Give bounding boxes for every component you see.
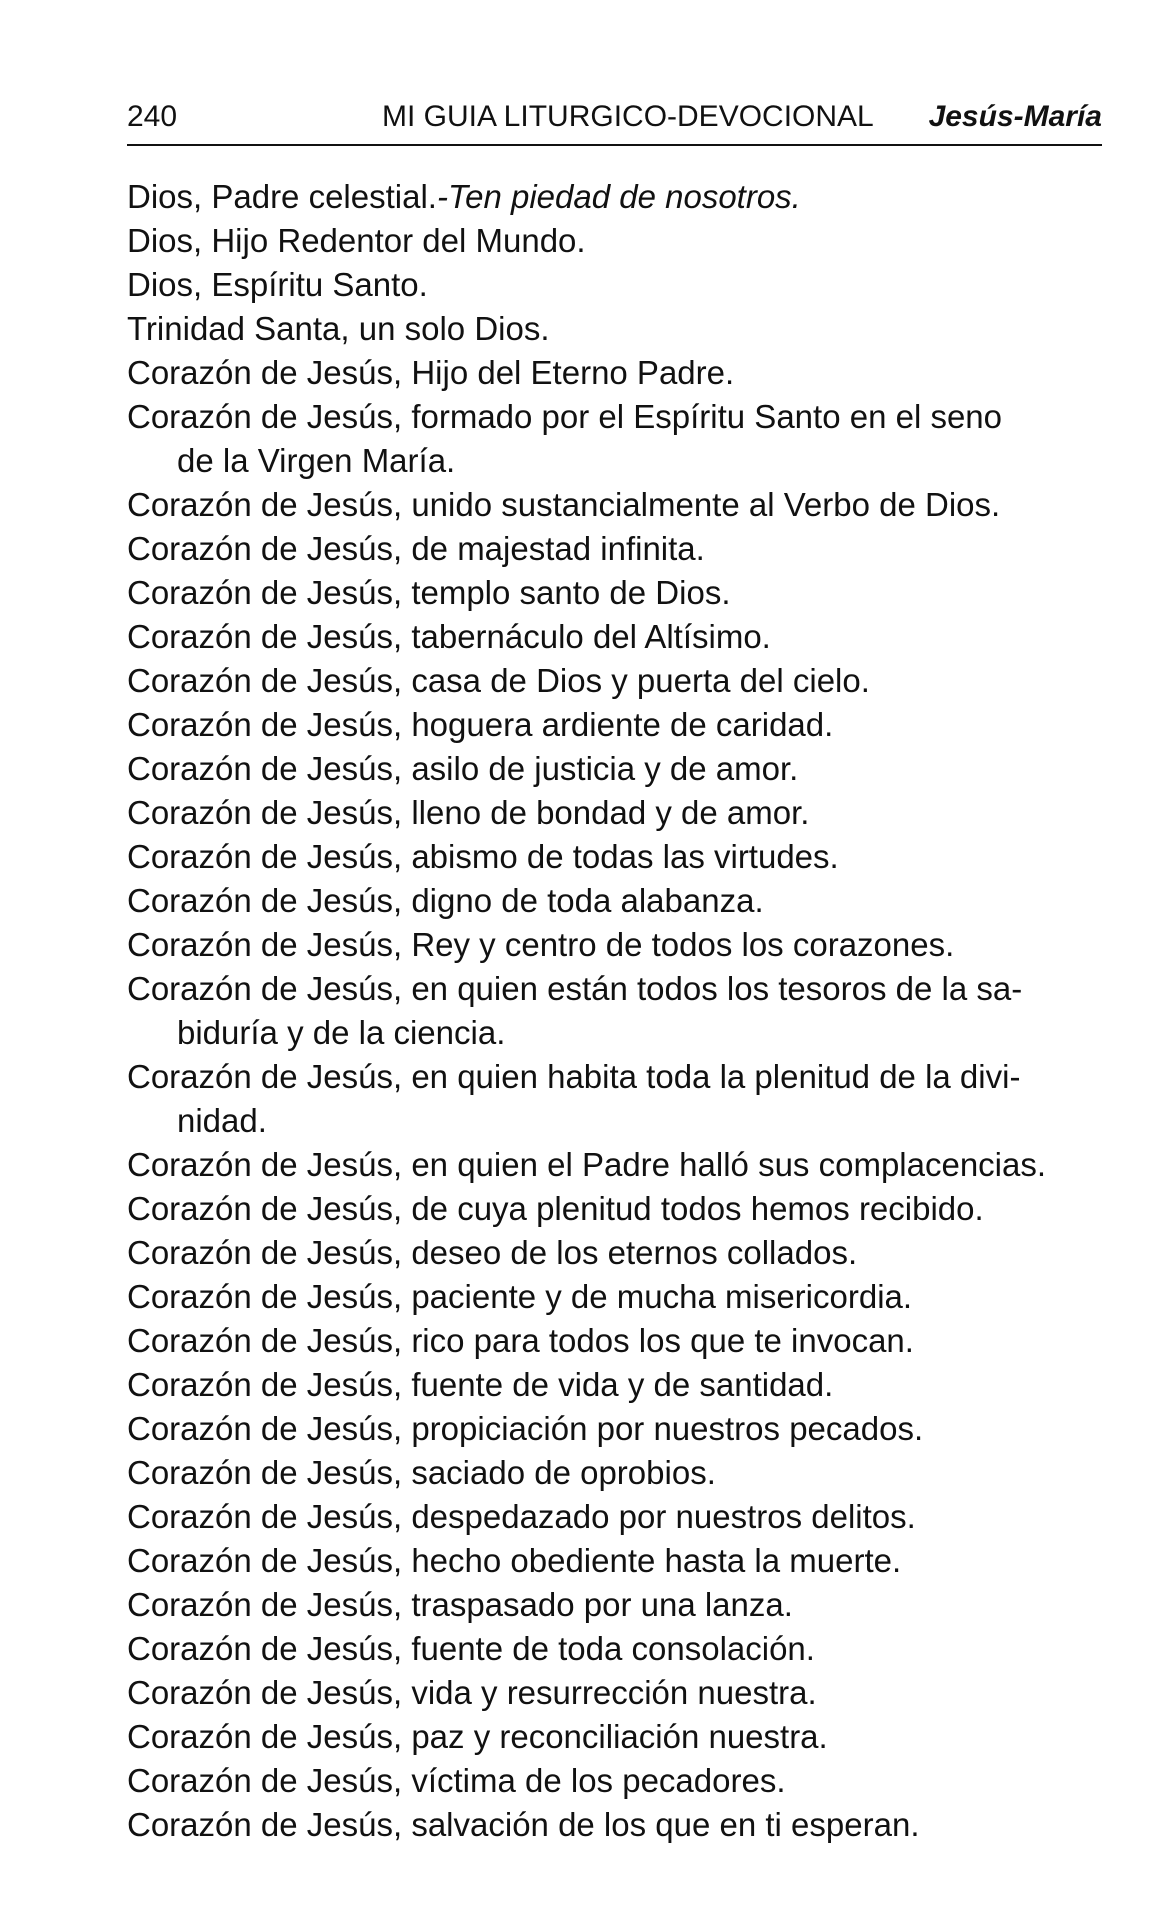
response-text: -Ten piedad de nosotros.	[436, 178, 801, 215]
litany-line: Corazón de Jesús, digno de toda alabanza.	[127, 882, 764, 919]
litany-line: Corazón de Jesús, de majestad infinita.	[127, 530, 705, 567]
litany-line: biduría y de la ciencia.	[177, 1014, 506, 1051]
litany-line: Corazón de Jesús, saciado de oprobios.	[127, 1454, 716, 1491]
litany-text	[127, 175, 1102, 1847]
litany-line: Corazón de Jesús, víctima de los pecadores.	[127, 1762, 786, 1799]
litany-line: Corazón de Jesús, fuente de vida y de santidad.	[127, 1366, 834, 1403]
litany-line: Corazón de Jesús, vida y resurrección nuestra.	[127, 1674, 817, 1711]
litany-line: Corazón de Jesús, paz y reconciliación nuestra.	[127, 1718, 828, 1755]
page-number: 240	[127, 100, 178, 133]
litany-line: Corazón de Jesús, hoguera ardiente de caridad.	[127, 706, 834, 743]
litany-line: Corazón de Jesús, Hijo del Eterno Padre.	[127, 354, 735, 391]
litany-line: Corazón de Jesús, despedazado por nuestros delitos.	[127, 1498, 916, 1535]
litany-line: Corazón de Jesús, propiciación por nuestros pecados.	[127, 1410, 924, 1447]
litany-line: Corazón de Jesús, asilo de justicia y de amor.	[127, 750, 799, 787]
litany-line: Corazón de Jesús, hecho obediente hasta la muerte.	[127, 1542, 902, 1579]
litany-line: Corazón de Jesús, en quien están todos los tesoros de la sa-	[127, 970, 1023, 1007]
litany-line: Dios, Hijo Redentor del Mundo.	[127, 222, 586, 259]
litany-line: Corazón de Jesús, fuente de toda consolación.	[127, 1630, 815, 1667]
invocation-text: Dios, Padre celestial.	[127, 178, 437, 215]
running-title: MI GUIA LITURGICO-DEVOCIONAL	[382, 100, 874, 133]
litany-line: Corazón de Jesús, Rey y centro de todos los corazones.	[127, 926, 955, 963]
litany-line: Corazón de Jesús, tabernáculo del Altísimo.	[127, 618, 771, 655]
litany-line	[127, 175, 1102, 219]
litany-line: Corazón de Jesús, templo santo de Dios.	[127, 574, 731, 611]
litany-line: Corazón de Jesús, deseo de los eternos collados.	[127, 1234, 858, 1271]
litany-line: Corazón de Jesús, casa de Dios y puerta del cielo.	[127, 662, 870, 699]
litany-line: Corazón de Jesús, lleno de bondad y de amor.	[127, 794, 810, 831]
litany-line: Dios, Espíritu Santo.	[127, 266, 428, 303]
litany-line: Corazón de Jesús, unido sustancialmente al Verbo de Dios.	[127, 486, 1001, 523]
section-title: Jesús-María	[928, 100, 1102, 133]
litany-line: Trinidad Santa, un solo Dios.	[127, 310, 550, 347]
litany-line: Corazón de Jesús, de cuya plenitud todos hemos recibido.	[127, 1190, 984, 1227]
page-header	[127, 94, 1102, 146]
litany-line: Corazón de Jesús, rico para todos los que te invocan.	[127, 1322, 914, 1359]
litany-line: Corazón de Jesús, salvación de los que en ti esperan.	[127, 1806, 920, 1843]
litany-line: nidad.	[177, 1102, 267, 1139]
litany-line: Corazón de Jesús, formado por el Espíritu Santo en el seno	[127, 398, 1002, 435]
litany-line: Corazón de Jesús, abismo de todas las virtudes.	[127, 838, 839, 875]
litany-line: Corazón de Jesús, traspasado por una lanza.	[127, 1586, 793, 1623]
litany-line: Corazón de Jesús, en quien habita toda la plenitud de la divi-	[127, 1058, 1021, 1095]
litany-line: Corazón de Jesús, paciente y de mucha misericordia.	[127, 1278, 913, 1315]
litany-line: Corazón de Jesús, en quien el Padre halló sus complacencias.	[127, 1146, 1047, 1183]
litany-line: de la Virgen María.	[177, 442, 456, 479]
